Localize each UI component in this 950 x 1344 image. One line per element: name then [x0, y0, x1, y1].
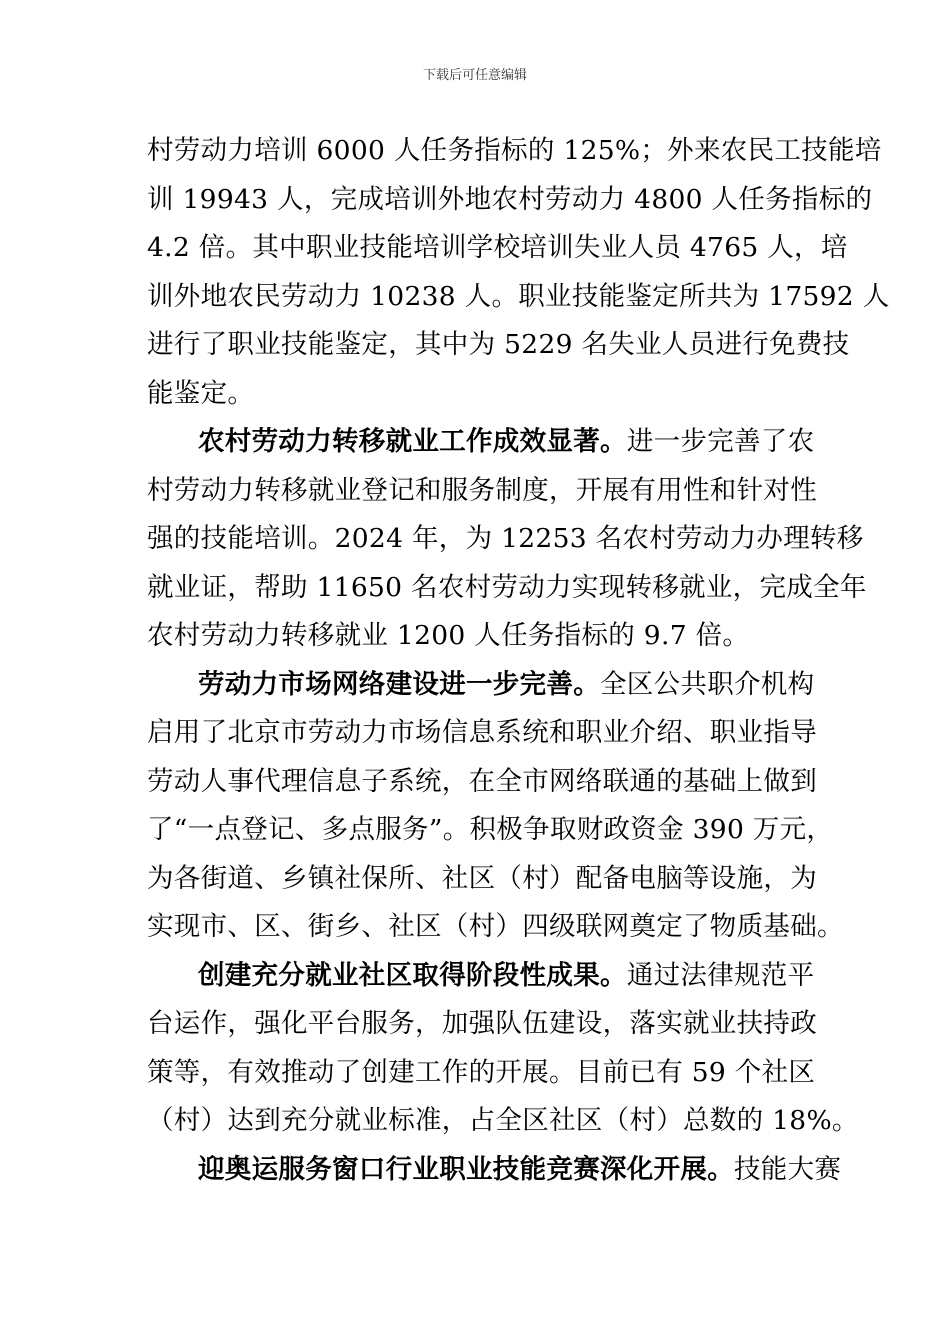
text-line: 了“一点登记、多点服务”。积极争取财政资金 390 万元， — [147, 814, 834, 845]
text-line: 进行了职业技能鉴定，其中为 5229 名失业人员进行免费技 — [147, 329, 850, 360]
text-line: 农村劳动力转移就业 1200 人任务指标的 9.7 倍。 — [147, 620, 750, 651]
paragraph-heading: 农村劳动力转移就业工作成效显著。 — [198, 426, 627, 457]
text-line: 训 19943 人，完成培训外地农村劳动力 4800 人任务指标的 — [147, 183, 873, 215]
text-line — [147, 661, 815, 710]
text-line: 劳动人事代理信息子系统，在全市网络联通的基础上做到 — [147, 765, 817, 797]
text-line: 启用了北京市劳动力市场信息系统和职业介绍、职业指导 — [147, 717, 817, 748]
text-line: 策等，有效推动了创建工作的开展。目前已有 59 个社区 — [147, 1056, 816, 1088]
paragraph-labor-market — [147, 661, 844, 952]
paragraph-heading: 迎奥运服务窗口行业职业技能竞赛深化开展。 — [198, 1153, 734, 1185]
text-line: 4.2 倍。其中职业技能培训学校培训失业人员 4765 人，培 — [147, 232, 848, 263]
paragraph-skills-competition — [147, 1146, 842, 1195]
text-line — [147, 418, 815, 467]
text-line: 能鉴定。 — [147, 377, 255, 409]
text-line: 村劳动力转移就业登记和服务制度，开展有用性和针对性 — [147, 474, 817, 506]
paragraph-heading: 创建充分就业社区取得阶段性成果。 — [198, 959, 627, 991]
text-line: （村）达到充分就业标准，占全区社区（村）总数的 18%。 — [147, 1105, 859, 1136]
text-line — [147, 1146, 842, 1195]
text-line — [147, 952, 815, 1001]
text-span: 全区公共职介机构 — [600, 668, 815, 700]
text-span: 技能大赛 — [734, 1153, 842, 1185]
text-line: 村劳动力培训 6000 人任务指标的 125%；外来农民工技能培 — [147, 135, 882, 166]
document-body — [147, 127, 890, 1194]
paragraph-training — [147, 127, 890, 418]
text-line: 就业证，帮助 11650 名农村劳动力实现转移就业，完成全年 — [147, 571, 867, 603]
paragraph-rural-labor — [147, 418, 867, 661]
paragraph-full-employment — [147, 952, 859, 1146]
text-span: 进一步完善了农 — [626, 426, 815, 457]
paragraph-heading: 劳动力市场网络建设进一步完善。 — [198, 668, 600, 700]
text-line: 为各街道、乡镇社保所、社区（村）配备电脑等设施，为 — [147, 862, 817, 894]
text-line: 实现市、区、街乡、社区（村）四级联网奠定了物质基础。 — [147, 911, 844, 942]
page-header: 下载后可任意编辑 — [422, 68, 527, 83]
text-line: 强的技能培训。2024 年，为 12253 名农村劳动力办理转移 — [147, 523, 864, 554]
text-span: 通过法律规范平 — [626, 959, 815, 991]
text-line: 台运作，强化平台服务，加强队伍建设，落实就业扶持政 — [147, 1008, 817, 1039]
text-line: 训外地农民劳动力 10238 人。职业技能鉴定所共为 17592 人 — [147, 280, 890, 312]
